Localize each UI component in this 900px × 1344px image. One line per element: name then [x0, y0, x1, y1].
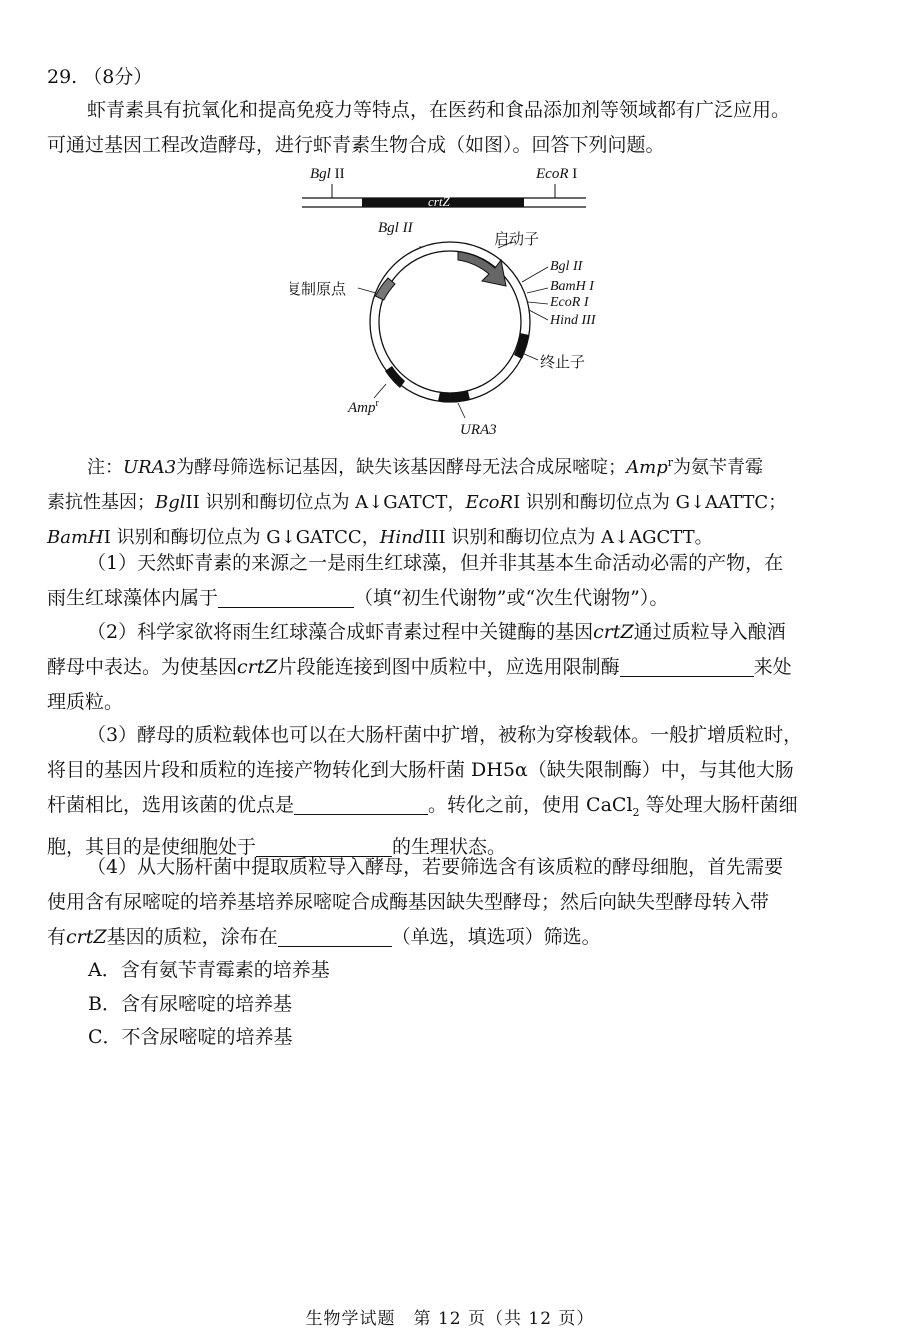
q2-answer-blank[interactable]: [620, 654, 754, 677]
question-4: （4）从大肠杆菌中提取质粒导入酵母，若要筛选含有该质粒的酵母细胞，首先需要 使用含有尿嘧啶的培养基培养尿嘧啶合成酶基因缺失型酵母；然后向缺失型酵母转入带 有crtZ基因的质粒，涂布在 （单选，填选项）筛选。: [47, 856, 784, 948]
amp-label: Amp$^r$: [348, 398, 379, 416]
promoter-arrow: [458, 252, 506, 287]
q1-answer-blank[interactable]: [218, 585, 354, 608]
plasmid-bglii-top-label: Bgl II: [378, 220, 413, 236]
page-footer: 生物学试题 第 12 页（共 12 页）: [305, 1309, 595, 1329]
option-c[interactable]: C．不含尿嘧啶的培养基: [88, 1026, 293, 1048]
option-a[interactable]: A．含有氨苄青霉素的培养基: [88, 959, 330, 981]
q4-answer-blank[interactable]: [278, 924, 392, 947]
plasmid-site-ecori-label: EcoR I: [550, 295, 589, 310]
option-b[interactable]: B．含有尿嘧啶的培养基: [88, 993, 292, 1015]
fragment-ecori-label: EcoR I: [536, 166, 578, 182]
question-1: （1）天然虾青素的来源之一是雨生红球藻，但并非其基本生命活动必需的产物，在 雨生红球藻体内属于 （填“初生代谢物”或“次生代谢物”）。: [47, 552, 784, 609]
intro-line-2: 可通过基因工程改造酵母，进行虾青素生物合成（如图）。回答下列问题。: [47, 134, 665, 156]
intro-line-1: 虾青素具有抗氧化和提高免疫力等特点，在医药和食品添加剂等领域都有广泛应用。: [87, 99, 791, 121]
fragment-bglii-label: Bgl II: [310, 166, 345, 182]
plasmid-site-bglii-label: Bgl II: [550, 259, 583, 274]
question-points: （8分）: [83, 66, 153, 88]
question-3: （3）酵母的质粒载体也可以在大肠杆菌中扩增，被称为穿梭载体。一般扩增质粒时， 将目的基因片段和质粒的连接产物转化到大肠杆菌 DH5α（缺失限制酶）中，与其他大肠 杆菌相比，选用该菌的优点是 。转化之前，使用 CaCl$_2$ 等处理大肠杆菌细 胞，其目的是使细胞处于 的生理状态。: [47, 724, 803, 858]
question-number: 29.: [47, 66, 78, 88]
figure-note: 注：URA3为酵母筛选标记基因，缺失该基因酵母无法合成尿嘧啶；Amp$^r$为氨苄青霉 素抗性基因；BglII 识别和酶切位点为 A↓GATCT，EcoRI 识别和酶切位点为 G↓AATTC； BamHI 识别和酶切位点为 G↓GATCC，HindIII 识别和酶切位点为 A↓AGCTT。: [47, 456, 787, 548]
plasmid-figure: [290, 160, 620, 440]
question-2: （2）科学家欲将雨生红球藻合成虾青素过程中关键酶的基因crtZ通过质粒导入酿酒 酵母中表达。为使基因crtZ片段能连接到图中质粒中，应选用限制酶 来处 理质粒。: [47, 621, 792, 713]
crtz-gene-label: crtZ: [428, 194, 450, 209]
plasmid-diagram: [290, 160, 620, 440]
ori-segment: [375, 278, 395, 300]
q3-advantage-blank[interactable]: [294, 792, 428, 815]
ori-label: 复制原点: [290, 280, 347, 298]
amp-segment: [385, 366, 405, 388]
plasmid-site-bamhi-label: BamH I: [550, 279, 594, 294]
plasmid-site-hindiii-label: Hind III: [550, 313, 596, 328]
intro-paragraph: [47, 93, 847, 163]
question-header: [47, 62, 152, 89]
terminator-label: 终止子: [540, 353, 586, 371]
ura3-label: URA3: [460, 422, 497, 438]
promoter-label: 启动子: [494, 230, 540, 248]
